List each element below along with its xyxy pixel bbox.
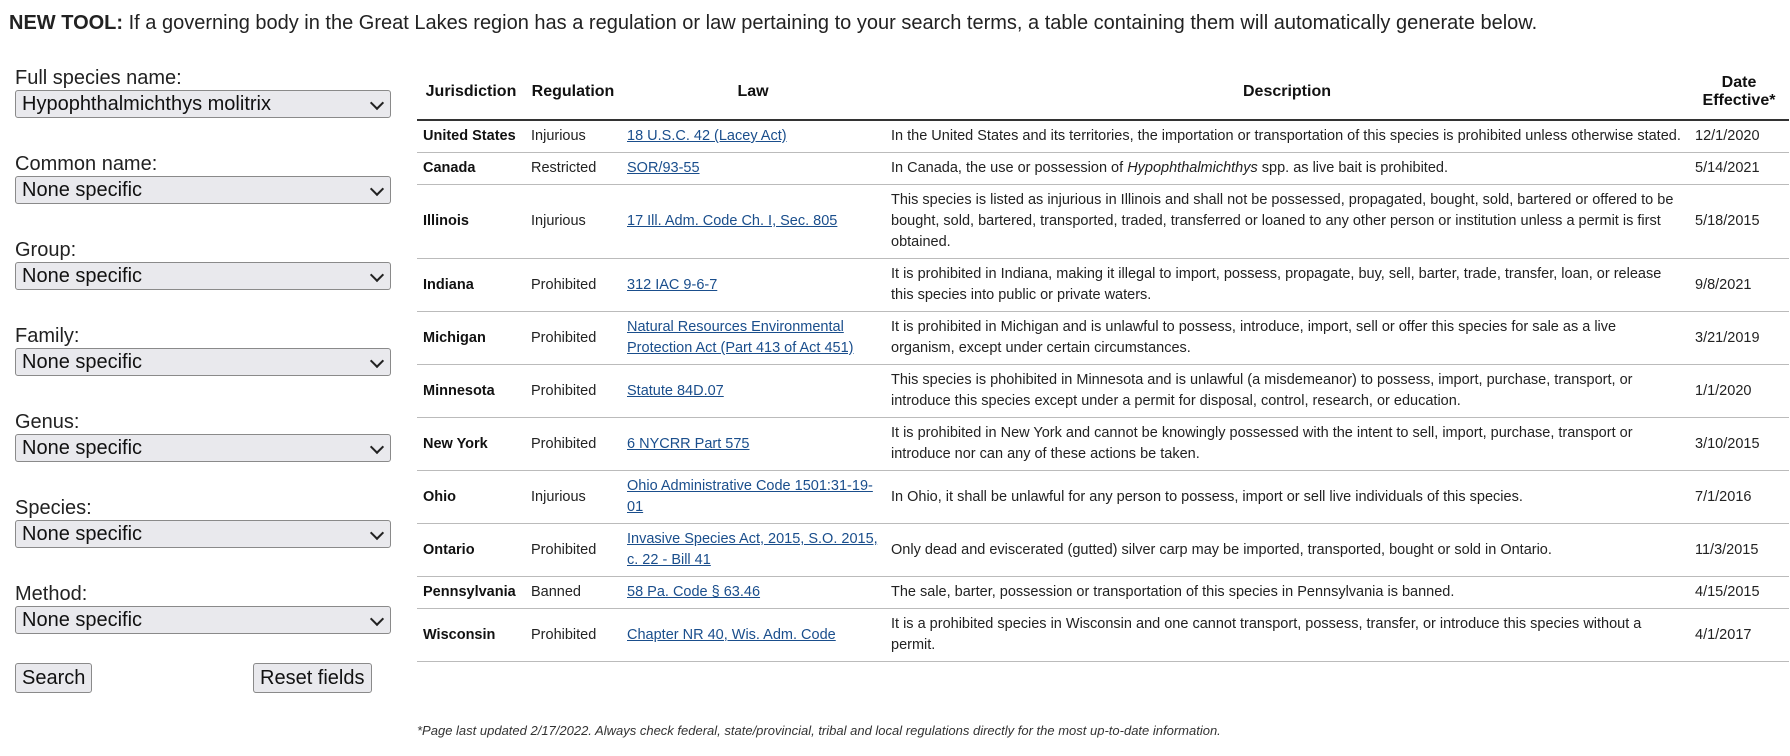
description-text: In Canada, the use or possession of: [891, 160, 1128, 176]
description-text-end: spp. as live bait is prohibited.: [1257, 160, 1448, 176]
banner-bold-label: NEW TOOL:: [9, 12, 124, 34]
description-text: In the United States and its territories, the importation or transportation of this species is prohibited unless otherwise stated.: [891, 128, 1681, 144]
law-link[interactable]: Chapter NR 40, Wis. Adm. Code: [627, 626, 836, 643]
description-text: It is prohibited in New York and cannot be knowingly possessed with the intent to sell, import, purchase, transport or introduce nor can any of these actions be taken.: [891, 425, 1633, 462]
table-body: [417, 120, 1789, 662]
table-row: [417, 609, 1789, 662]
field-family: [15, 324, 392, 410]
footnote: *Page last updated 2/17/2022. Always check federal, state/provincial, tribal and local regulations directly for the most up-to-date information.: [417, 723, 1221, 738]
date-cell: 5/14/2021: [1689, 153, 1789, 185]
header-jurisdiction: Jurisdiction: [417, 64, 525, 120]
law-cell: [621, 577, 885, 609]
reset-fields-button[interactable]: Reset fields: [253, 663, 372, 693]
date-cell: 4/15/2015: [1689, 577, 1789, 609]
table-row: [417, 153, 1789, 185]
law-link[interactable]: Ohio Administrative Code 1501:31-19-01: [627, 478, 873, 515]
jurisdiction-cell: Minnesota: [417, 365, 525, 418]
field-species: [15, 496, 392, 582]
jurisdiction-cell: Indiana: [417, 259, 525, 312]
regulation-cell: Prohibited: [525, 312, 621, 365]
group-label: Group:: [15, 239, 77, 261]
regulation-cell: Prohibited: [525, 609, 621, 662]
genus-select[interactable]: [15, 434, 391, 462]
law-cell: [621, 524, 885, 577]
law-cell: [621, 259, 885, 312]
law-link[interactable]: SOR/93-55: [627, 160, 700, 176]
table-row: [417, 418, 1789, 471]
description-cell: [885, 185, 1689, 259]
law-link[interactable]: Invasive Species Act, 2015, S.O. 2015, c. 22 - Bill 41: [627, 531, 878, 568]
full-species-select[interactable]: [15, 90, 391, 118]
jurisdiction-cell: United States: [417, 120, 525, 153]
new-tool-banner: [9, 12, 1537, 35]
group-select[interactable]: [15, 262, 391, 290]
header-law: Law: [621, 64, 885, 120]
description-text: It is a prohibited species in Wisconsin and one cannot transport, possess, transfer, or introduce this species without a permit.: [891, 616, 1642, 653]
search-sidebar: [15, 66, 392, 689]
jurisdiction-cell: Illinois: [417, 185, 525, 259]
description-cell: [885, 609, 1689, 662]
regulation-cell: Injurious: [525, 471, 621, 524]
law-cell: [621, 153, 885, 185]
jurisdiction-cell: Ontario: [417, 524, 525, 577]
date-cell: 9/8/2021: [1689, 259, 1789, 312]
date-cell: 12/1/2020: [1689, 120, 1789, 153]
field-common-name: [15, 152, 392, 238]
method-label: Method:: [15, 583, 88, 605]
table-row: [417, 471, 1789, 524]
field-group: [15, 238, 392, 324]
description-text: This species is phohibited in Minnesota and is unlawful (a misdemeanor) to possess, import, purchase, transport, or introduce this species except under a permit for disposal, control, research, or education.: [891, 372, 1633, 409]
date-cell: 3/10/2015: [1689, 418, 1789, 471]
table-row: [417, 365, 1789, 418]
jurisdiction-cell: New York: [417, 418, 525, 471]
full-species-value: Hypophthalmichthys molitrix: [22, 93, 271, 115]
species-select[interactable]: [15, 520, 391, 548]
jurisdiction-cell: Wisconsin: [417, 609, 525, 662]
description-text: It is prohibited in Michigan and is unlawful to possess, introduce, import, sell or offer this species for sale as a live organism, except under certain circumstances.: [891, 319, 1617, 356]
law-cell: [621, 609, 885, 662]
genus-value: None specific: [22, 437, 143, 459]
law-link[interactable]: 312 IAC 9-6-7: [627, 276, 718, 293]
law-link[interactable]: Natural Resources Environmental Protection Act (Part 413 of Act 451): [627, 319, 854, 356]
table-row: [417, 120, 1789, 153]
table-row: [417, 185, 1789, 259]
common-name-label: Common name:: [15, 153, 158, 175]
regulation-cell: Restricted: [525, 153, 621, 185]
field-full-species: [15, 66, 392, 152]
law-cell: [621, 418, 885, 471]
regulation-cell: Prohibited: [525, 524, 621, 577]
law-link[interactable]: 58 Pa. Code § 63.46: [627, 584, 761, 600]
description-cell: [885, 312, 1689, 365]
date-cell: 4/1/2017: [1689, 609, 1789, 662]
date-cell: 5/18/2015: [1689, 185, 1789, 259]
regulation-cell: Prohibited: [525, 418, 621, 471]
jurisdiction-cell: Michigan: [417, 312, 525, 365]
genus-label: Genus:: [15, 411, 80, 433]
regulation-cell: Banned: [525, 577, 621, 609]
regulation-cell: Prohibited: [525, 259, 621, 312]
law-cell: [621, 365, 885, 418]
chevron-down-icon: [370, 526, 384, 540]
law-link[interactable]: 17 Ill. Adm. Code Ch. I, Sec. 805: [627, 213, 838, 229]
common-name-select[interactable]: [15, 176, 391, 204]
regulation-cell: Injurious: [525, 120, 621, 153]
table-row: [417, 312, 1789, 365]
description-italic: Hypophthalmichthys: [1127, 160, 1258, 176]
header-date-effective: Date Effective*: [1689, 64, 1789, 120]
chevron-down-icon: [370, 440, 384, 454]
date-cell: 3/21/2019: [1689, 312, 1789, 365]
banner-text: If a governing body in the Great Lakes region has a regulation or law pertaining to your search terms, a table containing them will automatically generate below.: [123, 12, 1538, 34]
family-label: Family:: [15, 325, 80, 347]
description-text: This species is listed as injurious in Illinois and shall not be possessed, propagated, bought, sold, bartered or offered to be bought, sold, bartered, transported, traded, transferred or loaned to any other person or institution unless a permit is first obtained.: [891, 192, 1674, 250]
header-regulation: Regulation: [525, 64, 621, 120]
law-link[interactable]: Statute 84D.07: [627, 382, 724, 399]
jurisdiction-cell: Canada: [417, 153, 525, 185]
chevron-down-icon: [370, 182, 384, 196]
law-cell: [621, 185, 885, 259]
jurisdiction-cell: Ohio: [417, 471, 525, 524]
header-description: Description: [885, 64, 1689, 120]
description-cell: [885, 418, 1689, 471]
species-label: Species:: [15, 497, 92, 519]
description-cell: [885, 524, 1689, 577]
search-button[interactable]: Search: [15, 663, 92, 693]
description-text: Only dead and eviscerated (gutted) silver carp may be imported, transported, bought or sold in Ontario.: [891, 541, 1552, 558]
description-text: In Ohio, it shall be unlawful for any person to possess, import or sell live individuals of this species.: [891, 488, 1523, 505]
description-cell: [885, 120, 1689, 153]
description-cell: [885, 577, 1689, 609]
family-value: None specific: [22, 351, 143, 373]
regulation-cell: Prohibited: [525, 365, 621, 418]
field-method: [15, 582, 392, 668]
law-cell: [621, 120, 885, 153]
common-name-value: None specific: [22, 179, 143, 201]
chevron-down-icon: [370, 354, 384, 368]
description-cell: [885, 259, 1689, 312]
description-text: The sale, barter, possession or transportation of this species in Pennsylvania is banned.: [891, 584, 1455, 600]
description-cell: [885, 153, 1689, 185]
date-cell: 11/3/2015: [1689, 524, 1789, 577]
method-select[interactable]: [15, 606, 391, 634]
law-cell: [621, 471, 885, 524]
regulations-table: [417, 64, 1789, 662]
table-row: [417, 259, 1789, 312]
law-link[interactable]: 6 NYCRR Part 575: [627, 435, 750, 452]
group-value: None specific: [22, 265, 143, 287]
family-select[interactable]: [15, 348, 391, 376]
chevron-down-icon: [370, 268, 384, 282]
regulation-cell: Injurious: [525, 185, 621, 259]
table-row: [417, 524, 1789, 577]
full-species-label: Full species name:: [15, 67, 182, 89]
law-link[interactable]: 18 U.S.C. 42 (Lacey Act): [627, 128, 787, 144]
description-text: It is prohibited in Indiana, making it illegal to import, possess, propagate, buy, sell, barter, trade, transfer, loan, or release this species into public or private waters.: [891, 266, 1662, 303]
date-cell: 7/1/2016: [1689, 471, 1789, 524]
table-header-row: [417, 64, 1789, 120]
description-cell: [885, 365, 1689, 418]
field-genus: [15, 410, 392, 496]
table-row: [417, 577, 1789, 609]
description-cell: [885, 471, 1689, 524]
law-cell: [621, 312, 885, 365]
method-value: None specific: [22, 609, 143, 631]
jurisdiction-cell: Pennsylvania: [417, 577, 525, 609]
chevron-down-icon: [370, 612, 384, 626]
date-cell: 1/1/2020: [1689, 365, 1789, 418]
species-value: None specific: [22, 523, 143, 545]
chevron-down-icon: [370, 96, 384, 110]
